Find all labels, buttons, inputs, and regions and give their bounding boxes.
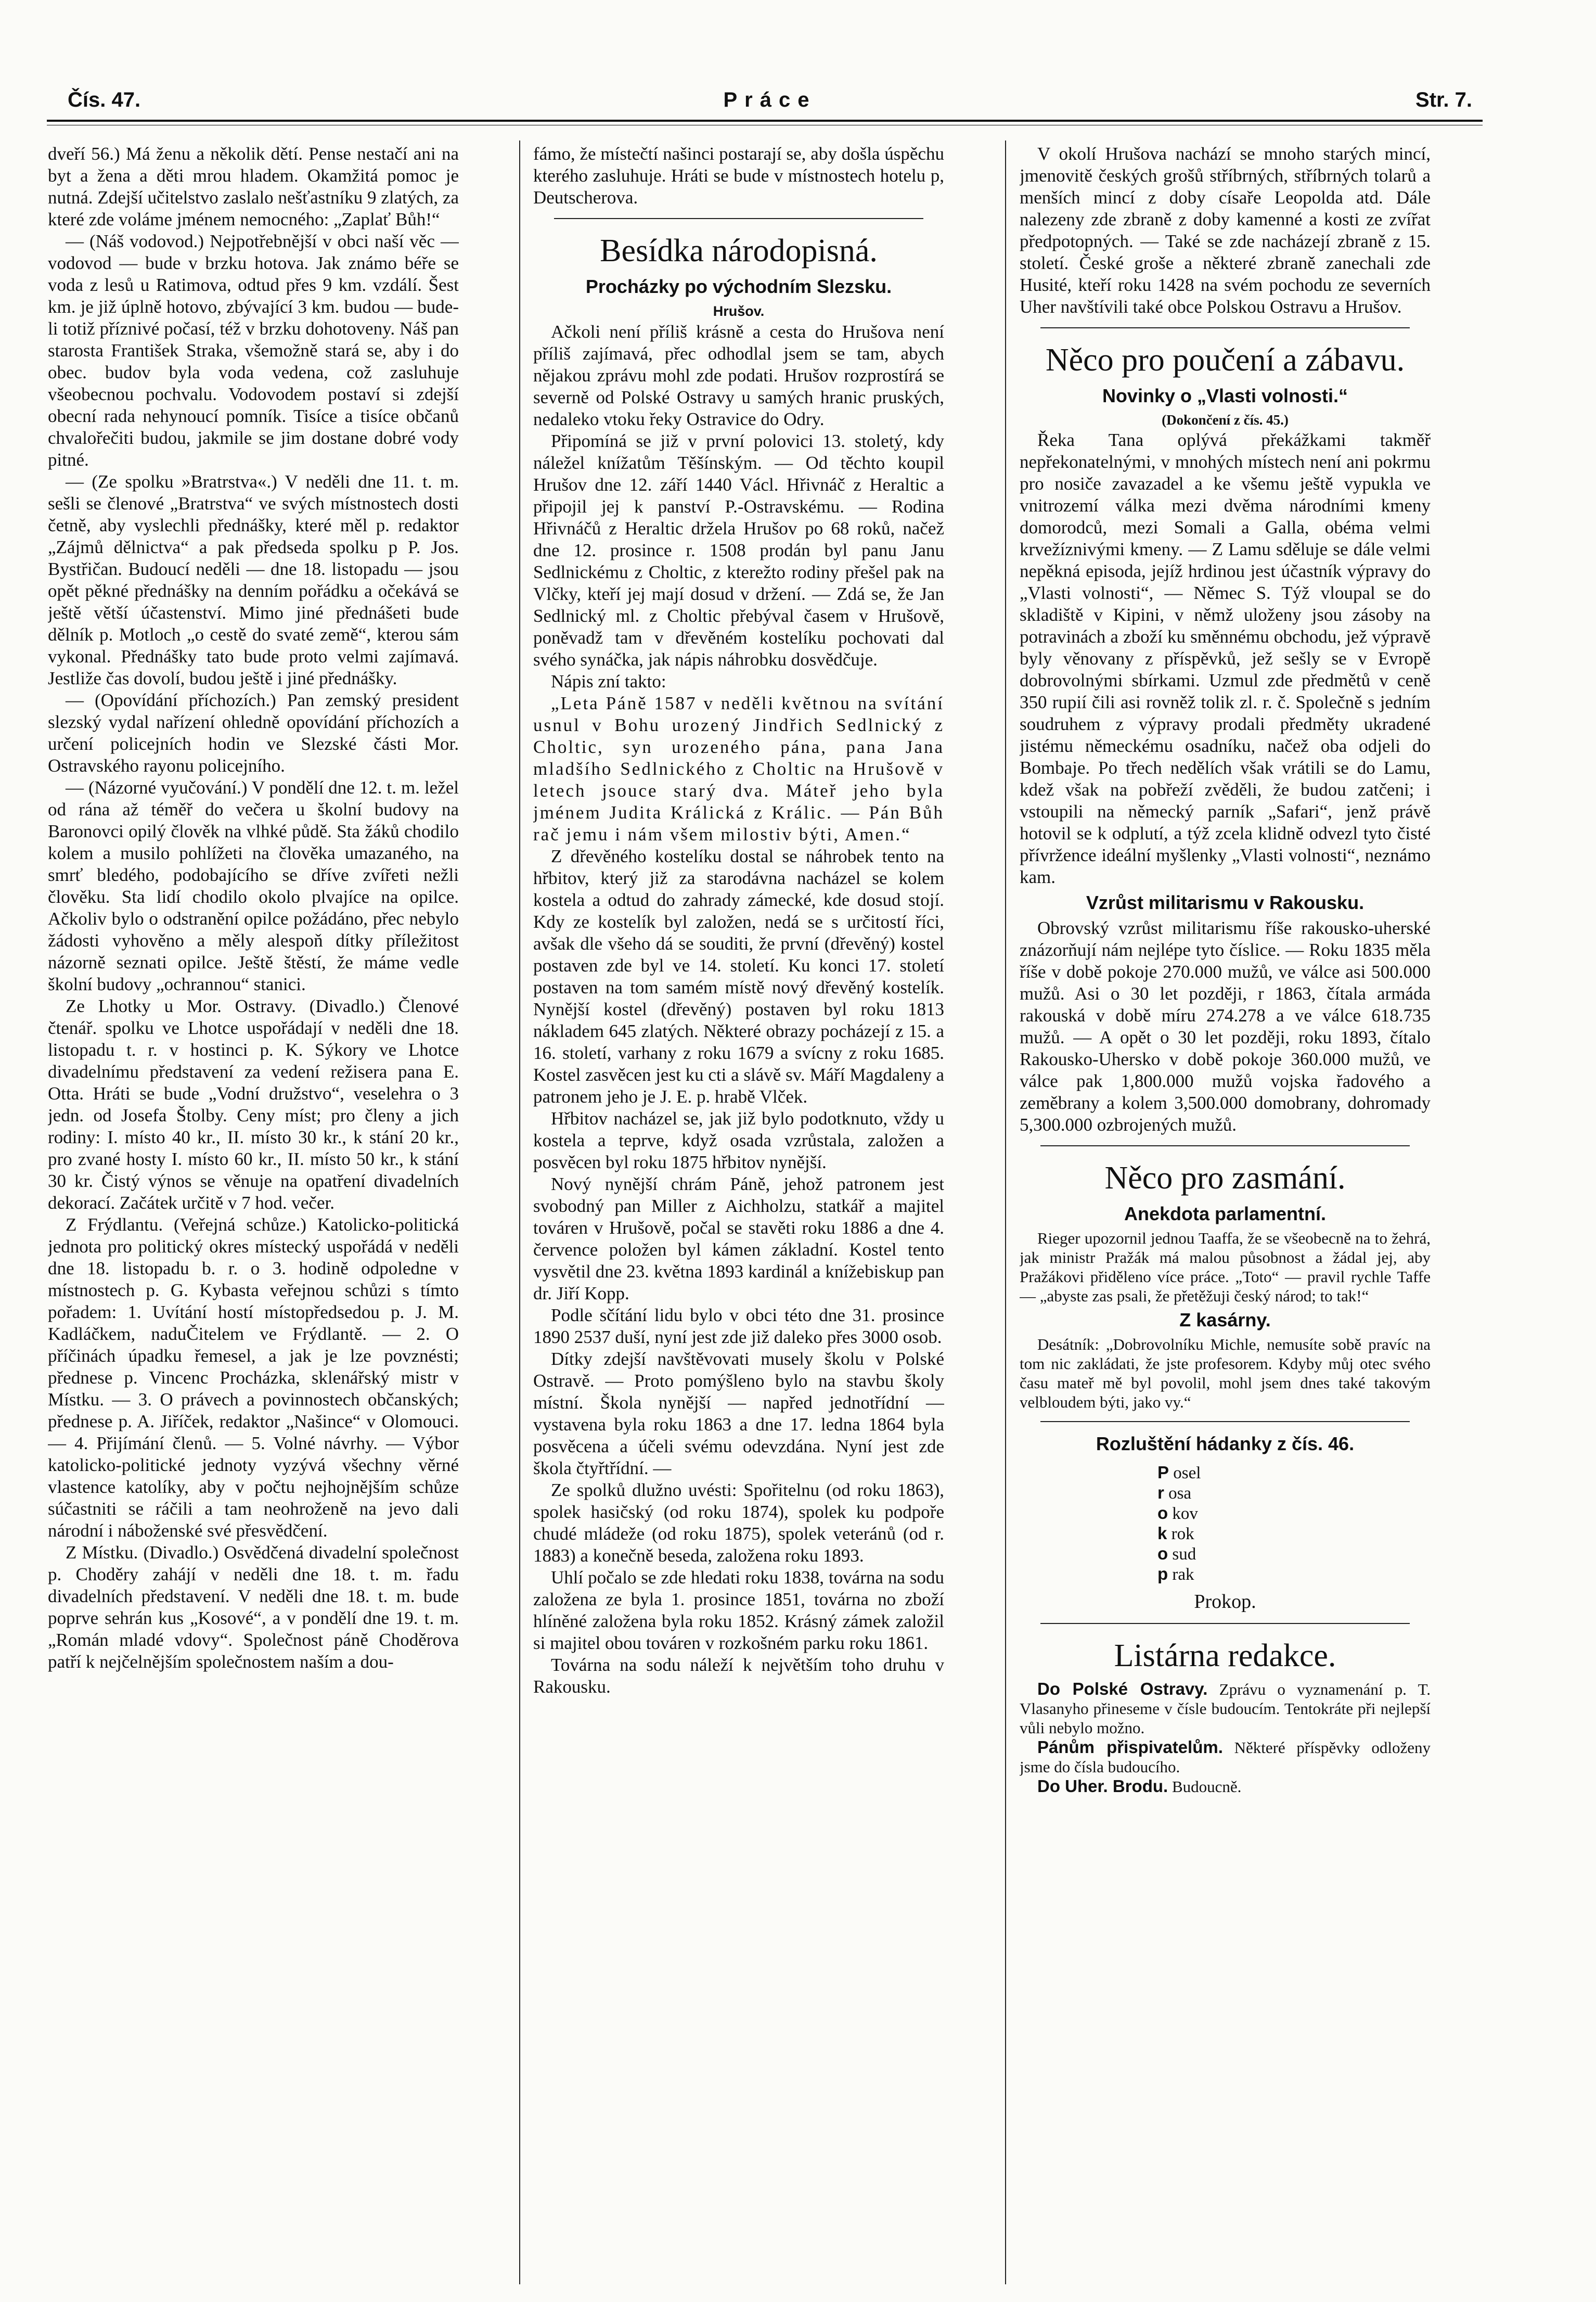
- article-paragraph: fámo, že místečtí našinci postarají se, aby došla úspěchu kterého zasluhuje. Hráti se bude v místnostech hotelu p, Deutscherova.: [533, 144, 944, 208]
- section-divider: [1040, 327, 1410, 328]
- article-paragraph: Řeka Tana oplývá překážkami takměř nepřekonatelnými, v mnohých místech není ani pokrmu pro nosiče zavazadel a ke všemu ještě vypukla ve vnitrozemí válka mezi dvěma národními kmeny domorodců, mezi Somali a Galla, obéma velmi krvežíznivými kmeny. — Z Lamu sděluje se dále velmi nepěkná episoda, jejíž hrdinou jest účastník výpravy do „Vlasti volnosti“, — Němec S. Týž vloupal se do skladiště v Kipini, v němž uloženy jsou zásoby na potravinách a zboží ku směnnému obchodu, jež výpravě byly věnovany z příspěvků, jež sešly se v Evropě dobrovolnými sbírkami. Uzmul zde předmětů v ceně 350 rupií čili asi rovněž tolik zl. r. č. Společně s jedním soudruhem z výpravy prodali předměty ukradené jistému německému osadníku, načež oba odjeli do Bombaje. Po třech nedělích však vrátili se do Lamu, kdež však na pobřeží zvěděli, že budou zatčeni; i vstoupili na německý parník „Safari“, jenž právě hotovil se k odplutí, a týž zcela klidně odvezl tyto čisté přívržence ideální myšlenky „Vlasti volnosti“, neznámo kam.: [1020, 430, 1431, 887]
- column-divider: [519, 140, 520, 2284]
- column-right: [1020, 143, 1431, 2292]
- section-divider: [1040, 1623, 1410, 1624]
- section-divider: [1040, 1421, 1410, 1422]
- riddle-answer: Prokop.: [1194, 1591, 1256, 1613]
- riddle-line: p rak: [1157, 1564, 1194, 1584]
- article-paragraph: Obrovský vzrůst militarismu říše rakousko-uherské znázorňují nám nejlépe tyto číslice. — Roku 1835 měla říše v době pokoje 270.000 mužů, ve válce asi 500.000 mužů. Asi o 30 let později, r 1863, čítala armáda rakouská v době míru 274.278 a ve válce 618.735 mužů. — A opět o 30 let později, roku 1893, čítalo Rakousko-Uhersko v době pokoje 360.000 mužů, ve válce pak 1,800.000 mužů vojska řadového a zeměbrany a kolem 3,500.000 domobrany, dohromady 5,300.000 ozbrojených mužů.: [1020, 918, 1431, 1135]
- article-paragraph: Ačkoli není příliš krásně a cesta do Hrušova není příliš zajímavá, přec odhodlal jsem se tam, abych nějakou zprávu mohl zde podati. Hrušov rozprostírá se severně od Polské Ostravy u samých hranic pruských, nedaleko vtoku řeky Ostravice do Odry.: [533, 322, 944, 429]
- column-middle: [533, 143, 944, 2292]
- riddle-line: r osa: [1157, 1483, 1192, 1503]
- section-title: Něco pro zasmání.: [1104, 1160, 1346, 1196]
- riddle-solution: [1157, 1463, 1293, 1584]
- section-title: Něco pro poučení a zábavu.: [1045, 342, 1405, 378]
- place-heading: Hrušov.: [713, 303, 765, 319]
- article-paragraph: Nový nynější chrám Páně, jehož patronem jest svobodný pan Miller z Aichholzu, statkář a majitel továren v Hrušově, počal se stavěti roku 1886 a dne 4. července položen byl kámen základní. Kostel tento vysvětil dne 23. května 1893 kardinál a knížebiskup pan dr. Jiří Kopp.: [533, 1174, 944, 1303]
- section-divider: [1040, 1145, 1410, 1146]
- article-paragraph: — (Názorné vyučování.) V pondělí dne 12. t. m. ležel od rána až téměř do večera u školní budovy na Baronovci opilý člověk na vlhké půdě. Sta žáků chodilo kolem a musilo pohlížeti na člověka umazaného, na smrť bledého, podobajícího se dříve zvířeti nežli člověku. Sta lidí chodilo okolo plvajíce na opilce. Ačkoliv bylo o odstranění opilce požádáno, přec nebylo žádosti vyhověno a měly alespoň dítky příležitost názorně seznati opilce. Ještě štěstí, že máme vedle školní budovy „ochrannou“ stanici.: [48, 777, 459, 994]
- section-subtitle: Vzrůst militarismu v Rakousku.: [1086, 892, 1365, 913]
- column-divider: [1005, 140, 1006, 2284]
- article-paragraph: Z Místku. (Divadlo.) Osvědčená divadelní společnost p. Choděry zahájí v neděli dne 18. t. m. řadu divadelních představení. V neděli dne 18. t. m. bude poprve sehrán kus „Kosové“, a v pondělí dne 19. t. m. „Román mladé vdovy“. Společnost páně Choděrova patří k nejčelnějším společnostem naším a dou-: [48, 1542, 459, 1672]
- anecdote-text: Desátník: „Dobrovolníku Michle, nemusíte sobě pravíc na tom nic zakládati, že jste profesorem. Kdyby můj otec svého času mateř mě byl povolil, mohl jsem dnes také takovým velbloudem býti, jako vy.“: [1020, 1335, 1431, 1411]
- editor-note: Pánům přispivatelům. Některé příspěvky odloženy jsme do čísla budoucího.: [1020, 1737, 1431, 1776]
- article-paragraph: Podle sčítání lidu bylo v obci této dne 31. prosince 1890 2537 duší, nyní jest zde již daleko přes 3000 osob.: [533, 1305, 944, 1347]
- issue-number: Čís. 47.: [68, 88, 141, 111]
- article-paragraph: Připomíná se již v první polovici 13. stoletý, kdy náležel knížatům Těšínským. — Od těchto koupil Hrušov dne 12. září 1440 Václ. Hřivnáč z Heraltic a připojil jej k panství P.-Ostravskému. — Rodina Hřivnáčů z Heraltic držela Hrušov po 68 roků, načež dne 12. prosince r. 1508 prodán byl panu Janu Sedlnickému z Choltic, z kterežto rodiny přešel pak na Vlčky, kteří jej mají dosud v držení. — Zdá se, že Jan Sedlnický ml. z Choltic přebýval časem v Hrušově, poněvadž tam v dřevěném kostelíku pochovati dal svého synáčka, jak nápis náhrobku dosvědčuje.: [533, 431, 944, 670]
- article-paragraph: Dítky zdejší navštěvovati musely školu v Polské Ostravě. — Proto pomýšleno bylo na stavbu školy místní. Škola nynější — napřed jednotřídní — vystavena byla roku 1863 a dne 17. ledna 1864 byla posvěcena a účeli svému odevzdána. Nyní jest zde škola čtyřtřídní. —: [533, 1349, 944, 1478]
- header-rule: [47, 120, 1483, 122]
- page-number: Str. 7.: [1415, 88, 1472, 111]
- tomb-inscription: „Leta Páně 1587 v neděli květnou na svítání usnul v Bohu urozený Jindřich Sedlnický z Choltic, syn urozeného pána, pana Jana mladšího Sedlnického z Choltic na Hrušově v letech jsouce starý dva. Máteř jeho byla jménem Judita Králická z Králic. — Pán Bůh rač jemu i nám všem milostiv býti, Amen.“: [533, 693, 944, 845]
- article-paragraph: — (Náš vodovod.) Nejpotřebnější v obci naší věc — vodovod — bude v brzku hotova. Jak známo béře se voda z lesů u Ratimova, odtud přes 9 km. vzdálí. Šest km. je již úplně hotovo, zbývající 3 km. budou — bude-li totiž příznivé počasí, též v brzku dohotoveny. Náš pan starosta František Straka, všemožně stará se, aby i do obec. budov byla voda vedena, což zasluhuje všeobecnou pochvalu. Vodovodem postaví si zdejší obecní rada nehynoucí pomník. Tisíce a tisíce občanů chvalořečiti budou, jakmile se jim dostane dobré vody pitné.: [48, 231, 459, 470]
- page-header: [68, 88, 1472, 120]
- section-subtitle: Novinky o „Vlasti volnosti.“: [1102, 385, 1348, 406]
- editor-note: Do Uher. Brodu. Budoucně.: [1037, 1776, 1242, 1796]
- article-paragraph: Z Frýdlantu. (Veřejná schůze.) Katolicko-politická jednota pro politický okres místecký uspořádá v neděli dne 18. listopadu b. r. o 3. hodině odpoledne v místnostech p. G. Kybasta veřejnou schůzi s tímto pořadem: 1. Uvítání hostí místopředsedou p. J. M. Kadláčkem, naduČitelem ve Frýdlantě. — 2. O příčinách úpadku řemesel, a jak je lze povznésti; přednese p. Vincenc Procházka, sklenářský mistr v Místku. — 3. O právech a povinnostech občanských; přednese p. A. Jiříček, redaktor „Našince“ v Olomouci. — 4. Přijímání členů. — 5. Volné návrhy. — Výbor katolicko-politické jednoty vyzývá všechny věrné vlastence katolíky, aby v počtu nejhojnějším schůze súčastniti se ráčili a tam neohroženě na jevo dali národní i náboženské své přesvědčení.: [48, 1214, 459, 1541]
- article-paragraph: Nápis zní takto:: [551, 671, 666, 692]
- section-title: Besídka národopisná.: [600, 233, 878, 268]
- article-paragraph: V okolí Hrušova nachází se mnoho starých mincí, jmenovitě českých grošů stříbrných, stříbrných tolarů a menších mincí z doby císaře Leopolda atd. Dále nalezeny zde zbraně z doby kamenné a kosti ze zvířat předpotopných. — Také se zde nacházejí zbraně z 15. století. České groše a některé zbraně zanechali zde Husité, kteří roku 1428 na svém pochodu ze severních Uher navštívili také obce Polskou Ostravu a Hrušov.: [1020, 144, 1431, 317]
- article-paragraph: Továrna na sodu náleží k největším toho druhu v Rakousku.: [533, 1655, 944, 1697]
- riddle-line: o sud: [1157, 1544, 1196, 1564]
- article-paragraph: Z dřevěného kostelíku dostal se náhrobek tento na hřbitov, který již za starodávna nacházel se kolem kostela a odtud do zahrady zámecké, kde dosud stojí. Kdy ze kostelík byl založen, nedá se s určitostí říci, avšak dle všeho dá se souditi, že první (dřevěný) kostel postaven zde byl ve 14. století. Ku konci 17. století postaven na tom samém místě nový dřevěný kostelík. Nynější kostel (dřevěný) postaven byl roku 1813 nákladem 645 zlatých. Některé obrazy pocházejí z 15. a 16. století, varhany z roku 1679 a svícny z roku 1685. Kostel zasvěcen jest ku cti a slávě sv. Máří Magdaleny a patronem jeho je J. E. p. hrabě Vlček.: [533, 846, 944, 1107]
- riddle-line: o kov: [1157, 1503, 1198, 1523]
- anecdote-text: Rieger upozornil jednou Taaffa, že se všeobecně na to žehrá, jak ministr Pražák má malou působnost a žádal jej, aby Pražákovi přiděleno více práce. „Toto“ — pravil rychle Taffe — „abyste zas psali, že přetěžuji český národ; to tak!“: [1020, 1229, 1431, 1305]
- column-left: [48, 143, 459, 2292]
- article-paragraph: — (Opovídání příchozích.) Pan zemský president slezský vydal nařízení ohledně opovídání příchozích a určení policejních hodin ve Slezské části Mor. Ostravského rayonu policejního.: [48, 690, 459, 776]
- riddle-line: k rok: [1157, 1524, 1194, 1543]
- riddle-title: Rozluštění hádanky z čís. 46.: [1096, 1433, 1355, 1454]
- article-paragraph: Ze Lhotky u Mor. Ostravy. (Divadlo.) Členové čtenář. spolku ve Lhotce uspořádají v neděli dne 18. listopadu t. r. v hostinci p. K. Sýkory ve Lhotce divadelnímu představení za vedení režisera pana E. Otta. Hráti se bude „Vodní družstvo“, veselehra o 3 jedn. od Josefa Štolby. Ceny míst; pro členy a jich rodiny: I. místo 40 kr., II. místo 30 kr., k stání 20 kr., pro zvané hosty I. místo 60 kr., II. místo 50 kr., k stání 30 kr. Čistý výnos se věnuje na opatření divadelních dekorací. Začátek určitě v 7 hod. večer.: [48, 996, 459, 1213]
- section-subtitle: Z kasárny.: [1179, 1309, 1271, 1331]
- article-paragraph: — (Ze spolku »Bratrstva«.) V neděli dne 11. t. m. sešli se členové „Bratrstva“ ve svých místnostech dosti četně, aby vyslechli přednášky, které měl p. redaktor „Zájmů dělnictva“ a pak předseda spolku p P. Jos. Bystřičan. Budoucí neděli — dne 18. listopadu — jsou opět pěkné přednášky na denním pořádku a očekává se ještě větší účastenství. Mimo jiné přednášeti bude dělník p. Motloch „o cestě do svaté země“, kterou sám vykonal. Přednášky tato bude proto velmi zajímavá. Jestliže čas dovolí, budou ještě i jiné přednášky.: [48, 471, 459, 688]
- article-paragraph: dveří 56.) Má ženu a několik dětí. Pense nestačí ani na byt a žena a děti mrou hladem. Okamžitá pomoc je nutná. Zdejší učitelstvo zaslalo nešťastníku 9 zlatých, za které zde voláme jménem nemocného: „Zaplať Bůh!“: [48, 144, 459, 229]
- section-subtitle: Procházky po východním Slezsku.: [585, 276, 892, 297]
- section-title: Listárna redakce.: [1114, 1638, 1336, 1673]
- article-paragraph: Hřbitov nacházel se, jak již bylo podotknuto, vždy u kostela a teprve, když osada vzrůstala, založen a posvěcen byl roku 1875 hřbitov nynější.: [533, 1108, 944, 1172]
- editor-note: Do Polské Ostravy. Zprávu o vyznamenání p. T. Vlasanyho přineseme v čísle budoucím. Tentokráte při nejlepší vůli nebylo možno.: [1020, 1679, 1431, 1737]
- section-subtitle: Anekdota parlamentní.: [1124, 1203, 1327, 1224]
- newspaper-title: Práce: [723, 88, 817, 111]
- continuation-note: (Dokončení z čís. 45.): [1162, 412, 1289, 428]
- riddle-line: P osel: [1157, 1463, 1201, 1482]
- article-paragraph: Ze spolků dlužno uvésti: Spořitelnu (od roku 1863), spolek hasičský (od roku 1874), spolek ku podpoře chudé mládeže (od roku 1875), spolek veteránů (od r. 1883) a konečně beseda, založena roku 1893.: [533, 1480, 944, 1566]
- section-divider: [554, 218, 923, 219]
- article-paragraph: Uhlí počalo se zde hledati roku 1838, továrna na sodu založena ze byla 1. prosince 1851, továrna no zboží hlíněné založena byla roku 1852. Krásný zámek založil si majitel obou továren v rozkošném parku roku 1861.: [533, 1567, 944, 1653]
